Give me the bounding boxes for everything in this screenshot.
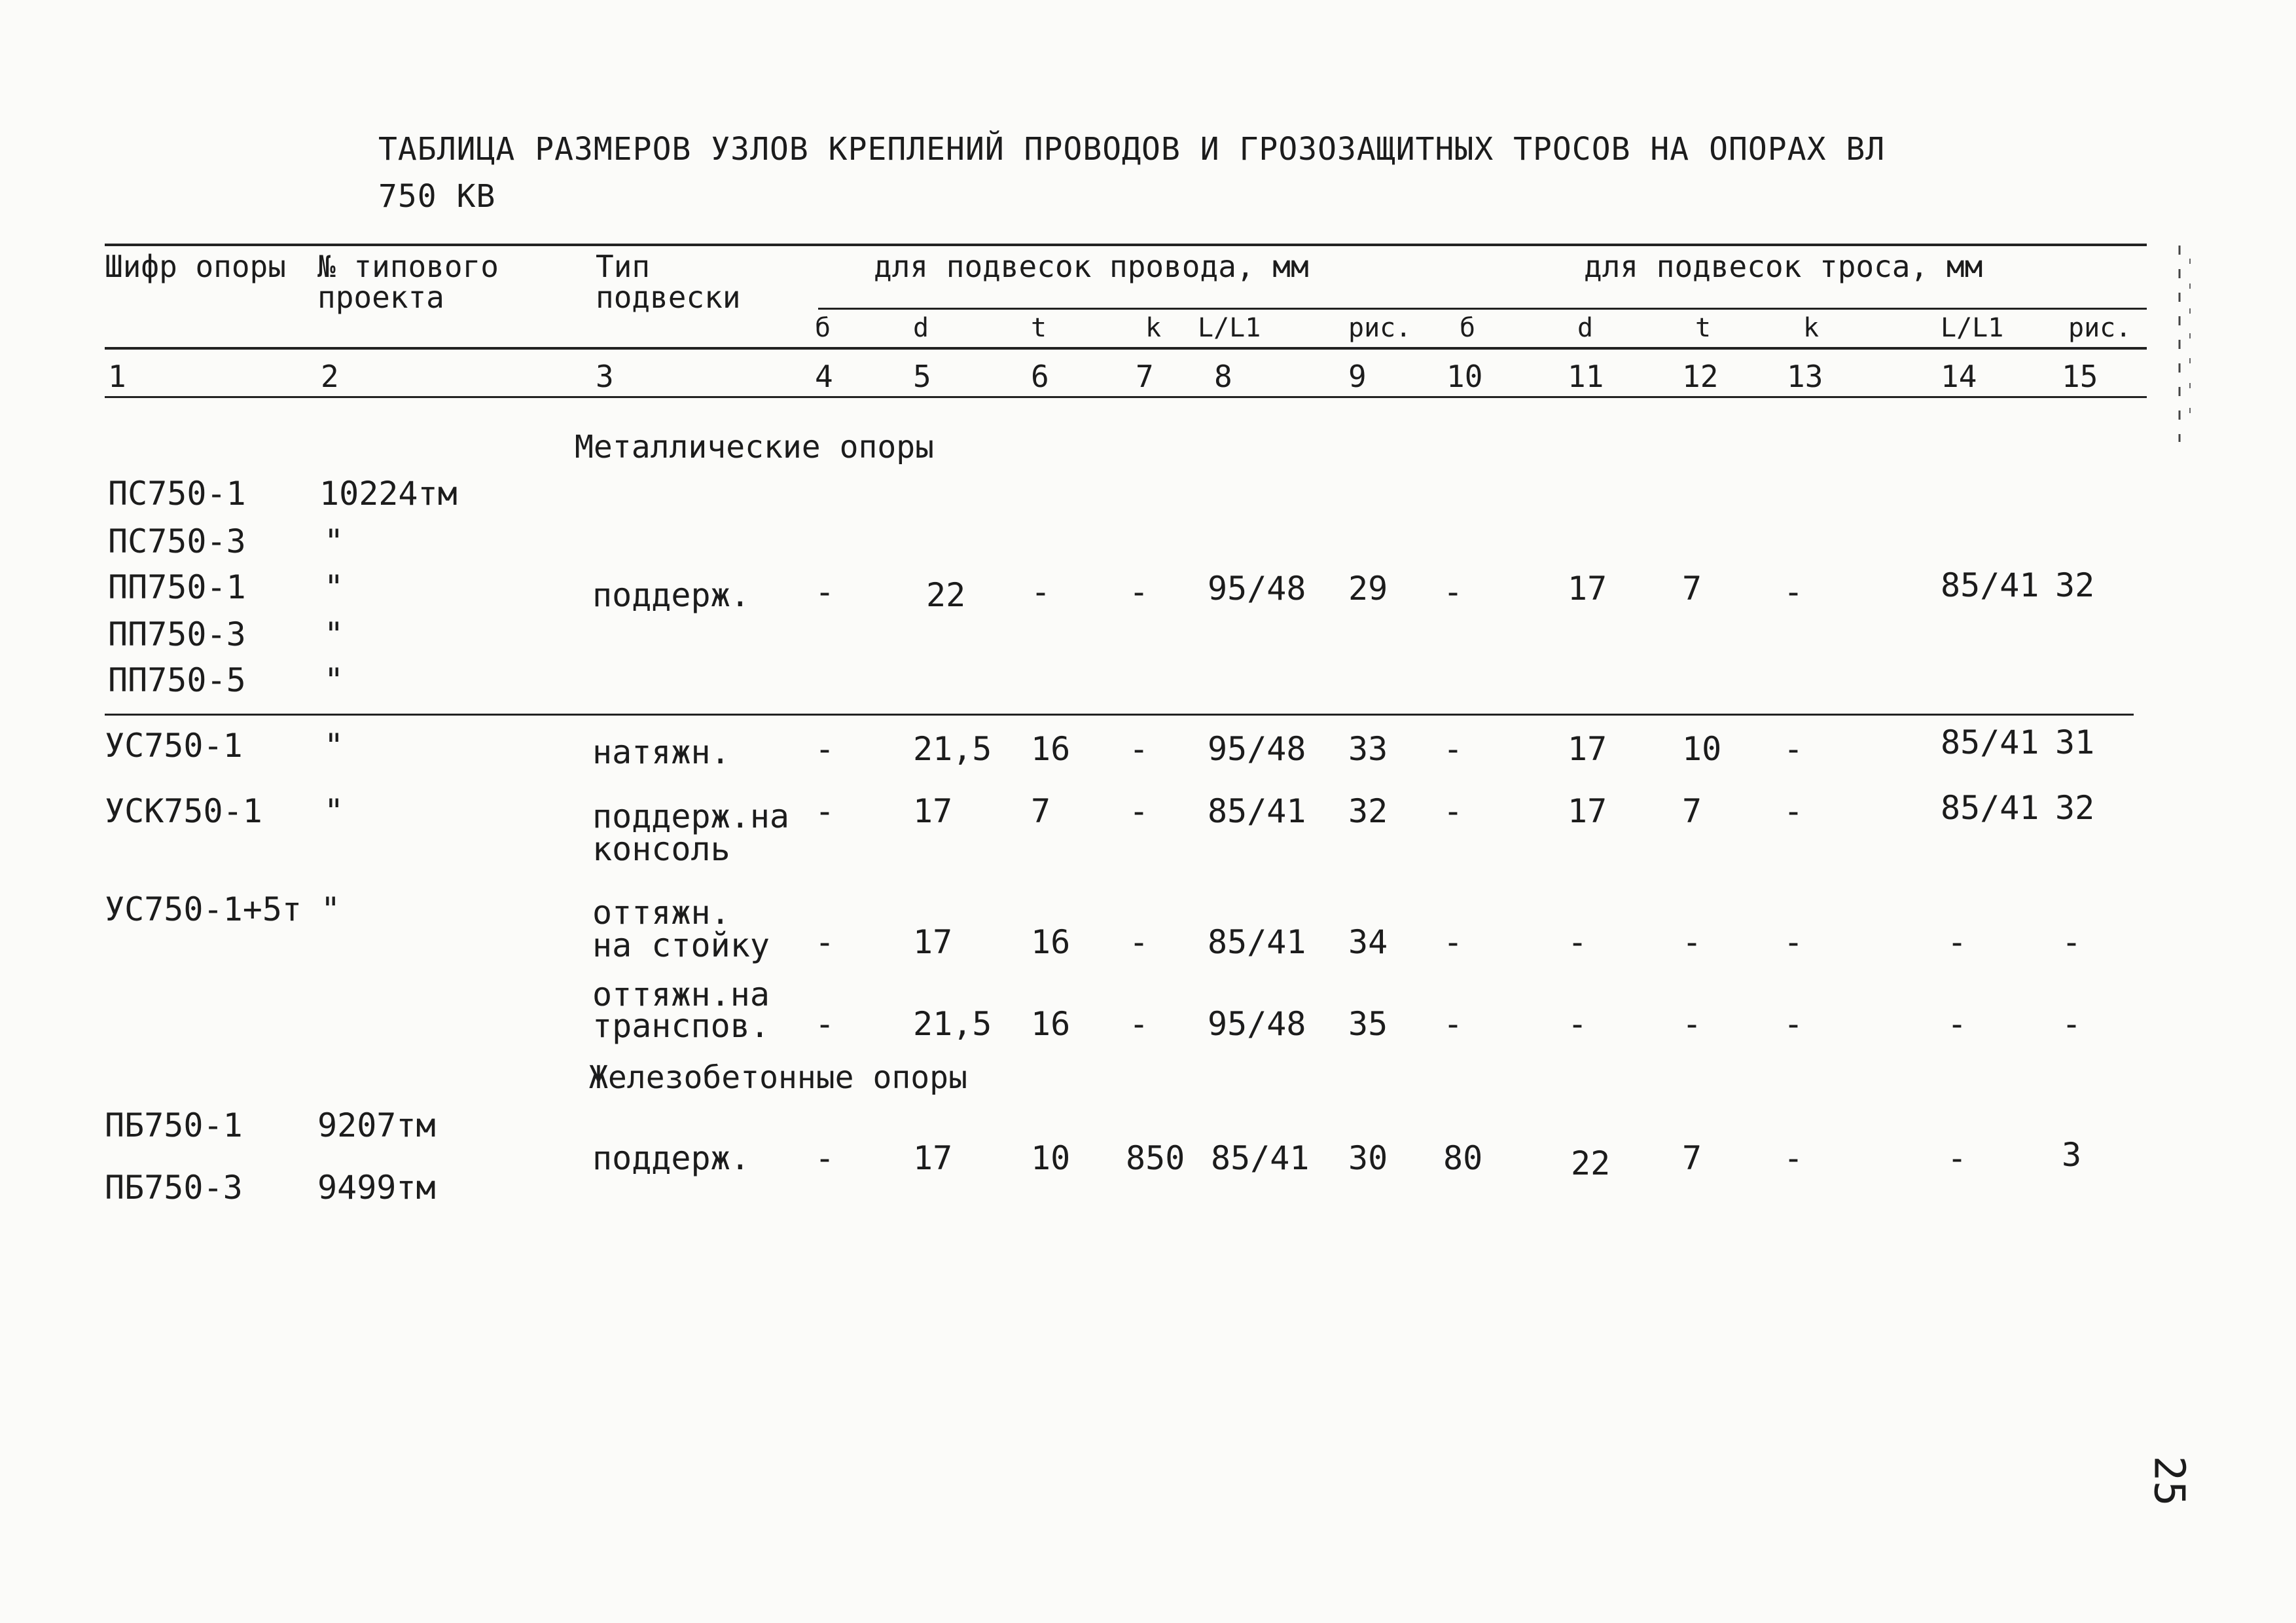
cell: 32 bbox=[1348, 792, 1388, 830]
row-code: ПП750-5 bbox=[108, 661, 246, 699]
sub-d-cable: d bbox=[1577, 313, 1594, 343]
cell: 17 bbox=[1568, 792, 1607, 830]
cell: - bbox=[1443, 730, 1463, 768]
cell: - bbox=[1947, 1139, 1967, 1177]
row-project: " bbox=[324, 727, 344, 765]
header-project-l1: № типового bbox=[317, 249, 499, 284]
cell: - bbox=[1784, 923, 1804, 961]
cell: 85/41 bbox=[1211, 1139, 1310, 1177]
cell: 85/41 bbox=[1208, 792, 1306, 830]
sub-t-wire: t bbox=[1031, 313, 1047, 343]
cell: 16 bbox=[1031, 923, 1071, 961]
cell: 10 bbox=[1031, 1139, 1071, 1177]
cell: 7 bbox=[1031, 792, 1051, 830]
header-rule bbox=[105, 347, 2147, 350]
row-code: УС750-1+5т bbox=[105, 890, 302, 928]
table-top-rule bbox=[105, 244, 2147, 246]
cell: 10 bbox=[1682, 730, 1722, 768]
row-type: оттяжн. bbox=[592, 894, 730, 932]
cell: - bbox=[1129, 792, 1149, 830]
row-project: 10224тм bbox=[319, 475, 457, 513]
col-number: 3 bbox=[596, 359, 614, 394]
cell: 22 bbox=[1571, 1144, 1611, 1182]
cell: 33 bbox=[1348, 730, 1388, 768]
cell: - bbox=[1682, 1005, 1702, 1043]
cell: - bbox=[1784, 1139, 1804, 1177]
cell: - bbox=[2062, 1005, 2082, 1043]
group-rule bbox=[105, 714, 2134, 716]
header-cable-group: для подвесок троса, мм bbox=[1584, 249, 1983, 284]
cell: 17 bbox=[913, 923, 953, 961]
row-code: ПП750-3 bbox=[108, 615, 246, 653]
header-project-l2: проекта bbox=[317, 280, 444, 315]
cell: 16 bbox=[1031, 1005, 1071, 1043]
col-number: 10 bbox=[1446, 359, 1483, 394]
col-number: 11 bbox=[1568, 359, 1604, 394]
cell: 22 bbox=[926, 576, 966, 614]
row-type-l2: на стойку bbox=[592, 926, 770, 964]
cell: 32 bbox=[2055, 789, 2095, 827]
cell: 850 bbox=[1126, 1139, 1185, 1177]
row-type-l2: транспов. bbox=[592, 1007, 770, 1045]
cell: - bbox=[1568, 1005, 1588, 1043]
row-project: " bbox=[324, 568, 344, 606]
row-type: поддерж. bbox=[592, 576, 750, 614]
numbers-rule bbox=[105, 396, 2147, 398]
col-number: 4 bbox=[815, 359, 833, 394]
row-project: 9207тм bbox=[317, 1106, 436, 1144]
row-code: УСК750-1 bbox=[105, 792, 262, 830]
cell: 17 bbox=[913, 1139, 953, 1177]
cell: - bbox=[1443, 792, 1463, 830]
row-project: " bbox=[324, 615, 344, 653]
cell: - bbox=[815, 1005, 835, 1043]
cell: 32 bbox=[2055, 566, 2095, 604]
cell: 85/41 bbox=[1941, 566, 2039, 604]
cell: 85/41 bbox=[1208, 923, 1306, 961]
sub-k-cable: k bbox=[1803, 313, 1820, 343]
row-project: " bbox=[321, 890, 341, 928]
cell: - bbox=[1784, 730, 1804, 768]
cell: - bbox=[815, 792, 835, 830]
cell: 17 bbox=[1568, 570, 1607, 608]
header-code: Шифр опоры bbox=[105, 249, 286, 284]
table-title-line1: ТАБЛИЦА РАЗМЕРОВ УЗЛОВ КРЕПЛЕНИЙ ПРОВОДОВ И ГРОЗОЗАЩИТНЫХ ТРОСОВ НА ОПОРАХ ВЛ bbox=[378, 131, 1886, 168]
cell: - bbox=[815, 1139, 835, 1177]
cell: 95/48 bbox=[1208, 1005, 1306, 1043]
cell: 29 bbox=[1348, 570, 1388, 608]
cell: 17 bbox=[913, 792, 953, 830]
cell: - bbox=[1443, 573, 1463, 611]
section-metal: Металлические опоры bbox=[575, 429, 935, 465]
cell: 95/48 bbox=[1208, 570, 1306, 608]
col-number: 9 bbox=[1348, 359, 1367, 394]
row-type: натяжн. bbox=[592, 733, 730, 771]
row-code: УС750-1 bbox=[105, 727, 243, 765]
cell: - bbox=[1443, 1005, 1463, 1043]
row-project: 9499тм bbox=[317, 1169, 436, 1207]
cell: 31 bbox=[2055, 723, 2095, 761]
cell: - bbox=[1784, 792, 1804, 830]
cell: 85/41 bbox=[1941, 723, 2039, 761]
sub-t-cable: t bbox=[1695, 313, 1712, 343]
cell: 21,5 bbox=[913, 1005, 992, 1043]
cell: 3 bbox=[2062, 1136, 2082, 1174]
cell: - bbox=[2062, 923, 2082, 961]
header-type-l1: Тип bbox=[596, 249, 651, 284]
cell: 34 bbox=[1348, 923, 1388, 961]
row-code: ПБ750-1 bbox=[105, 1106, 243, 1144]
cell: - bbox=[1129, 923, 1149, 961]
cell: 7 bbox=[1682, 792, 1702, 830]
cell: - bbox=[1784, 573, 1804, 611]
col-number: 13 bbox=[1787, 359, 1823, 394]
sub-k-wire: k bbox=[1145, 313, 1162, 343]
cell: - bbox=[1129, 573, 1149, 611]
row-type: поддерж.на bbox=[592, 797, 790, 835]
row-type: поддерж. bbox=[592, 1139, 750, 1177]
cell: - bbox=[1784, 1005, 1804, 1043]
row-project: " bbox=[324, 792, 344, 830]
cell: - bbox=[815, 923, 835, 961]
cell: 21,5 bbox=[913, 730, 992, 768]
row-code: ПС750-1 bbox=[108, 475, 246, 513]
cell: 7 bbox=[1682, 570, 1702, 608]
row-code: ПС750-3 bbox=[108, 522, 246, 560]
row-code: ПБ750-3 bbox=[105, 1169, 243, 1207]
margin-dash-marks bbox=[2166, 239, 2206, 448]
cell: 17 bbox=[1568, 730, 1607, 768]
sub-fig-cable: рис. bbox=[2068, 313, 2132, 343]
cell: - bbox=[1568, 923, 1588, 961]
row-project: " bbox=[324, 522, 344, 560]
row-type-l2: консоль bbox=[592, 830, 730, 868]
cell: 80 bbox=[1443, 1139, 1483, 1177]
col-number: 1 bbox=[108, 359, 126, 394]
header-group-rule bbox=[818, 308, 2147, 310]
cell: 16 bbox=[1031, 730, 1071, 768]
col-number: 6 bbox=[1031, 359, 1049, 394]
row-project: " bbox=[324, 661, 344, 699]
sub-b-wire: б bbox=[815, 313, 831, 343]
col-number: 7 bbox=[1136, 359, 1154, 394]
col-number: 8 bbox=[1214, 359, 1232, 394]
cell: - bbox=[1947, 923, 1967, 961]
cell: - bbox=[1682, 923, 1702, 961]
col-number: 2 bbox=[321, 359, 339, 394]
col-number: 15 bbox=[2062, 359, 2098, 394]
cell: - bbox=[1129, 1005, 1149, 1043]
sub-d-wire: d bbox=[913, 313, 929, 343]
row-type: оттяжн.на bbox=[592, 976, 770, 1013]
sub-b-cable: б bbox=[1460, 313, 1476, 343]
row-code: ПП750-1 bbox=[108, 568, 246, 606]
sub-fig-wire: рис. bbox=[1348, 313, 1412, 343]
sub-l-cable: L/L1 bbox=[1941, 313, 2004, 343]
cell: - bbox=[1129, 730, 1149, 768]
page-number: 25 bbox=[2144, 1455, 2193, 1506]
cell: - bbox=[1947, 1005, 1967, 1043]
cell: - bbox=[1443, 923, 1463, 961]
col-number: 14 bbox=[1941, 359, 1977, 394]
cell: - bbox=[815, 573, 835, 611]
cell: 85/41 bbox=[1941, 789, 2039, 827]
section-concrete: Железобетонные опоры bbox=[589, 1059, 967, 1096]
col-number: 12 bbox=[1682, 359, 1719, 394]
cell: 35 bbox=[1348, 1005, 1388, 1043]
table-title-line2: 750 КВ bbox=[378, 178, 496, 215]
cell: - bbox=[1031, 573, 1051, 611]
cell: 7 bbox=[1682, 1139, 1702, 1177]
cell: 95/48 bbox=[1208, 730, 1306, 768]
header-type-l2: подвески bbox=[596, 280, 741, 315]
cell: - bbox=[815, 730, 835, 768]
sub-l-wire: L/L1 bbox=[1198, 313, 1261, 343]
header-wire-group: для подвесок провода, мм bbox=[874, 249, 1309, 284]
cell: 30 bbox=[1348, 1139, 1388, 1177]
col-number: 5 bbox=[913, 359, 931, 394]
